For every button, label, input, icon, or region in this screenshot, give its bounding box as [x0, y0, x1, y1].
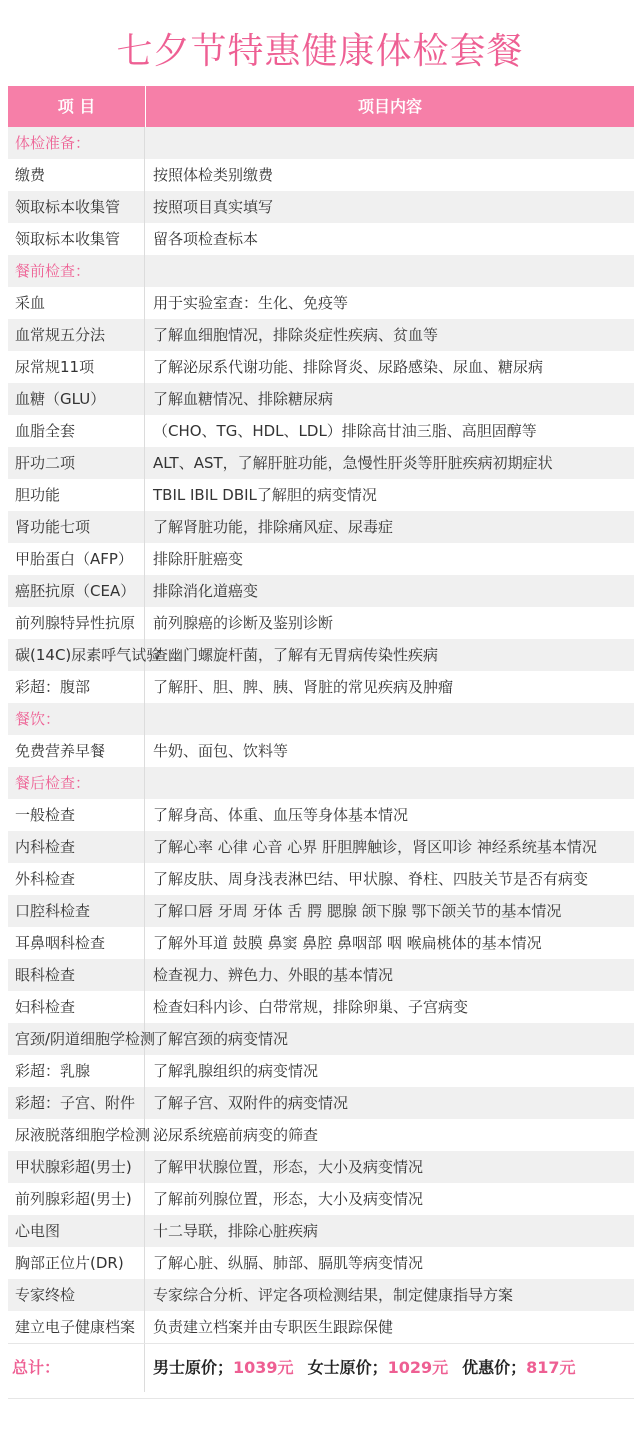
item-content: 了解子宫、双附件的病变情况: [153, 1094, 349, 1112]
header-item: 项 目: [8, 86, 146, 127]
table-row: [8, 735, 634, 767]
table-row: [8, 1023, 634, 1055]
item-name: 癌胚抗原（CEA）: [8, 575, 145, 607]
section-title: 餐前检查：: [8, 255, 145, 287]
item-content: 排除肝脏癌变: [153, 550, 244, 568]
table-row: [8, 1311, 634, 1343]
item-content: 留各项检查标本: [153, 230, 259, 248]
table-row: [8, 415, 634, 447]
table-row: [8, 575, 634, 607]
item-name: 尿液脱落细胞学检测: [8, 1119, 145, 1151]
item-name: 一般检查: [8, 799, 145, 831]
item-content: 了解乳腺组织的病变情况: [153, 1062, 319, 1080]
item-name: 内科检查: [8, 831, 145, 863]
section-title: 餐饮：: [8, 703, 145, 735]
item-content: 了解前列腺位置，形态，大小及病变情况: [153, 1190, 424, 1208]
item-name: 心电图: [8, 1215, 145, 1247]
page-title: 七夕节特惠健康体检套餐: [116, 31, 524, 72]
item-content: 了解宫颈的病变情况: [153, 1030, 289, 1048]
table-row: [8, 543, 634, 575]
item-name: 宫颈/阴道细胞学检测: [8, 1023, 145, 1055]
item-name: 妇科检查: [8, 991, 145, 1023]
item-content: 了解心脏、纵膈、肺部、膈肌等病变情况: [153, 1254, 424, 1272]
table-row: [8, 671, 634, 703]
table-row: [8, 287, 634, 319]
item-content: [145, 703, 634, 735]
item-content: 了解甲状腺位置，形态，大小及病变情况: [153, 1158, 424, 1176]
total-row: [8, 1344, 634, 1392]
item-content: 前列腺癌的诊断及鉴别诊断: [153, 614, 334, 632]
item-content: 按照体检类别缴费: [153, 166, 274, 184]
table-row: [8, 383, 634, 415]
item-content: 了解血糖情况、排除糖尿病: [153, 390, 334, 408]
item-name: 彩超：乳腺: [8, 1055, 145, 1087]
male-price-label: 男士原价；: [153, 1358, 234, 1377]
table-row: [8, 831, 634, 863]
item-name: 缴费: [8, 159, 145, 191]
item-name: 领取标本收集管: [8, 191, 145, 223]
item-content: 了解泌尿系代谢功能、排除肾炎、尿路感染、尿血、糖尿病: [153, 358, 544, 376]
section-row: [8, 255, 634, 287]
section-row: [8, 127, 634, 159]
item-name: 免费营养早餐: [8, 735, 145, 767]
item-name: 彩超：子宫、附件: [8, 1087, 145, 1119]
table-row: [8, 351, 634, 383]
section-row: [8, 767, 634, 799]
item-content: 了解皮肤、周身浅表淋巴结、甲状腺、脊柱、四肢关节是否有病变: [153, 870, 589, 888]
table-row: [8, 1119, 634, 1151]
item-name: 外科检查: [8, 863, 145, 895]
item-content: 排除消化道癌变: [153, 582, 259, 600]
item-content: [145, 255, 634, 287]
table-row: [8, 1247, 634, 1279]
item-name: 尿常规11项: [8, 351, 145, 383]
table-row: [8, 1087, 634, 1119]
table-row: [8, 607, 634, 639]
item-name: 口腔科检查: [8, 895, 145, 927]
table-row: [8, 319, 634, 351]
table-row: [8, 191, 634, 223]
item-name: 眼科检查: [8, 959, 145, 991]
item-content: 十二导联，排除心脏疾病: [153, 1222, 319, 1240]
table-row: [8, 991, 634, 1023]
item-content: 泌尿系统癌前病变的筛查: [153, 1126, 319, 1144]
table-row: [8, 447, 634, 479]
section-title: 餐后检查：: [8, 767, 145, 799]
table-row: [8, 159, 634, 191]
item-content: （CHO、TG、HDL、LDL）排除高甘油三脂、高胆固醇等: [153, 422, 537, 440]
item-content: 了解外耳道 鼓膜 鼻窦 鼻腔 鼻咽部 咽 喉扁桃体的基本情况: [153, 934, 542, 952]
item-name: 专家终检: [8, 1279, 145, 1311]
item-content: TBIL IBIL DBIL了解胆的病变情况: [153, 486, 377, 504]
header-content: 项目内容: [357, 97, 422, 116]
discount-price-label: 优惠价；: [462, 1358, 527, 1377]
table-row: [8, 1279, 634, 1311]
item-content: 查幽门螺旋杆菌，了解有无胃病传染性疾病: [153, 646, 439, 664]
item-name: 血脂全套: [8, 415, 145, 447]
male-price: 1039元: [233, 1358, 294, 1377]
item-name: 采血: [8, 287, 145, 319]
price-summary: [145, 1344, 634, 1392]
item-content: 检查视力、辨色力、外眼的基本情况: [153, 966, 394, 984]
item-name: 前列腺特异性抗原: [8, 607, 145, 639]
table-row: [8, 863, 634, 895]
female-price: 1029元: [387, 1358, 449, 1377]
item-content: ALT、AST，了解肝脏功能，急慢性肝炎等肝脏疾病初期症状: [153, 454, 553, 472]
item-name: 甲胎蛋白（AFP）: [8, 543, 145, 575]
item-content: [145, 127, 634, 159]
item-name: 建立电子健康档案: [8, 1311, 145, 1343]
total-label: 总计：: [8, 1344, 145, 1392]
table-row: [8, 1215, 634, 1247]
table-row: [8, 479, 634, 511]
item-name: 彩超：腹部: [8, 671, 145, 703]
item-name: 肝功二项: [8, 447, 145, 479]
item-content: 检查妇科内诊、白带常规，排除卵巢、子宫病变: [153, 998, 469, 1016]
table-row: [8, 1183, 634, 1215]
table-row: [8, 1151, 634, 1183]
item-content: 专家综合分析、评定各项检测结果，制定健康指导方案: [153, 1286, 514, 1304]
female-price-label: 女士原价；: [307, 1358, 388, 1377]
item-content: 负责建立档案并由专职医生跟踪保健: [153, 1318, 394, 1336]
table-row: [8, 959, 634, 991]
item-name: 碳(14C)尿素呼气试验: [8, 639, 145, 671]
item-content: [145, 767, 634, 799]
item-content: 了解肝、胆、脾、胰、肾脏的常见疾病及肿瘤: [153, 678, 454, 696]
table-row: [8, 511, 634, 543]
item-content: 了解身高、体重、血压等身体基本情况: [153, 806, 409, 824]
table-row: [8, 223, 634, 255]
table-row: [8, 799, 634, 831]
table-row: [8, 927, 634, 959]
discount-price: 817元: [526, 1358, 576, 1377]
item-name: 血糖（GLU）: [8, 383, 145, 415]
item-content: 了解心率 心律 心音 心界 肝胆脾触诊，肾区叩诊 神经系统基本情况: [153, 838, 597, 856]
bottom-divider: [8, 1398, 634, 1399]
item-name: 血常规五分法: [8, 319, 145, 351]
item-content: 了解血细胞情况，排除炎症性疾病、贫血等: [153, 326, 439, 344]
item-name: 胸部正位片(DR): [8, 1247, 145, 1279]
table-row: [8, 895, 634, 927]
item-name: 胆功能: [8, 479, 145, 511]
item-content: 用于实验室查：生化、免疫等: [153, 294, 349, 312]
item-name: 肾功能七项: [8, 511, 145, 543]
item-name: 耳鼻咽科检查: [8, 927, 145, 959]
item-name: 前列腺彩超(男士): [8, 1183, 145, 1215]
section-row: [8, 703, 634, 735]
item-name: 甲状腺彩超(男士): [8, 1151, 145, 1183]
item-content: 了解口唇 牙周 牙体 舌 腭 腮腺 颌下腺 鄂下颌关节的基本情况: [153, 902, 562, 920]
table-row: [8, 639, 634, 671]
table-row: [8, 1055, 634, 1087]
item-content: 按照项目真实填写: [153, 198, 274, 216]
section-title: 体检准备：: [8, 127, 145, 159]
package-table: [8, 86, 634, 1392]
table-body: [8, 127, 634, 1344]
item-content: 了解肾脏功能，排除痛风症、尿毒症: [153, 518, 394, 536]
item-content: 牛奶、面包、饮料等: [153, 742, 289, 760]
item-name: 领取标本收集管: [8, 223, 145, 255]
table-header: [8, 86, 634, 127]
